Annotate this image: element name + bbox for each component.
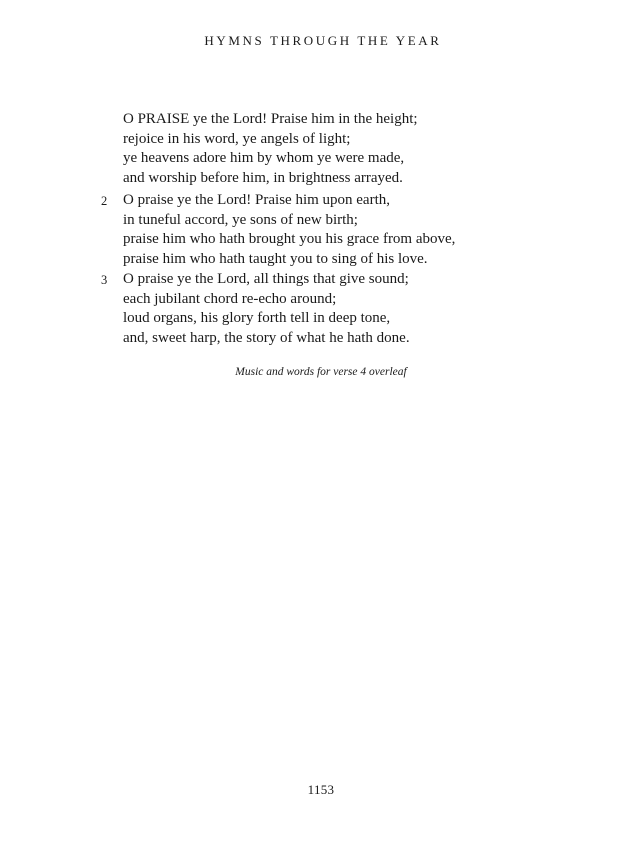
page-number: 1153 (307, 782, 335, 797)
verse-2 (101, 191, 543, 269)
verse-line: ye heavens adore him by whom ye were made, (123, 150, 405, 167)
verse-line: O PRAISE ye the Lord! Praise him in the height; (123, 111, 418, 127)
footnote: Music and words for verse 4 overleaf (235, 366, 407, 378)
verse-line: in tuneful accord, ye sons of new birth; (123, 211, 358, 228)
running-header: HYMNS THROUGH THE YEAR (204, 33, 442, 48)
verse-line: rejoice in his word, ye angels of light; (123, 130, 351, 147)
verse-line: each jubilant chord re-echo around; (123, 290, 337, 307)
verse-line: O praise ye the Lord! Praise him upon earth, (123, 192, 391, 208)
verse-number: 3 (101, 273, 108, 287)
verse-line: and, sweet harp, the story of what he hath done. (123, 329, 410, 346)
verse-line: praise him who hath brought you his grace from above, (123, 231, 456, 248)
verse-line: O praise ye the Lord, all things that give sound; (123, 271, 409, 287)
verse-line: and worship before him, in brightness arrayed. (123, 169, 403, 186)
verse-1 (123, 110, 543, 188)
verse-number: 2 (101, 194, 108, 208)
verse-line: loud organs, his glory forth tell in deep tone, (123, 310, 391, 327)
verse-line: praise him who hath taught you to sing of his love. (123, 250, 428, 267)
verse-3 (101, 270, 543, 348)
